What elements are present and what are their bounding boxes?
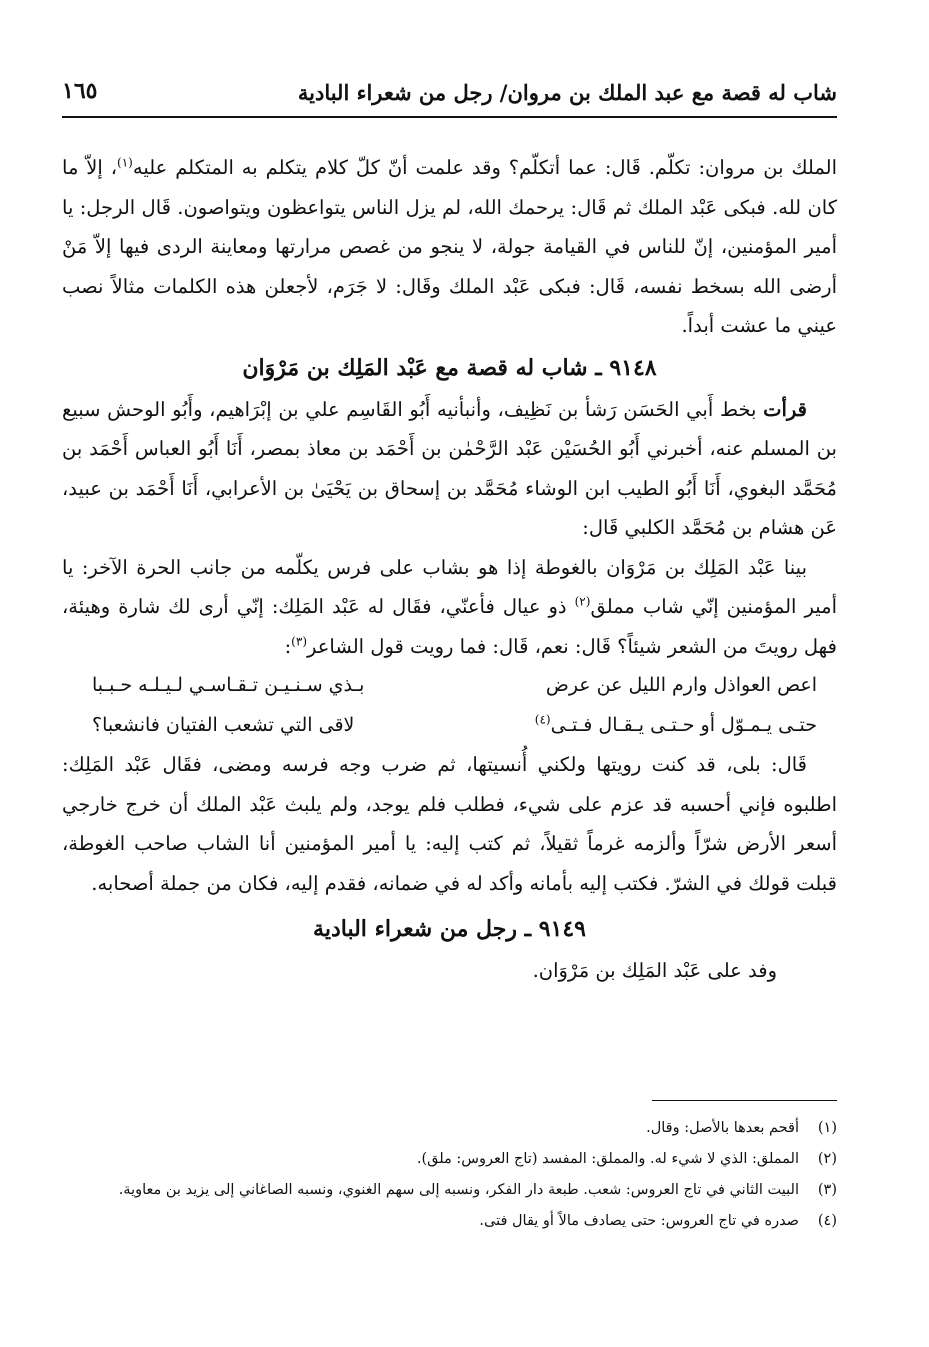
isnad-lead-word: قرأت xyxy=(763,397,807,421)
story-paragraph-2: قَال: بلى، قد كنت رويتها ولكني أُنسيتها، ثم ضرب وجه فرسه ومضى، فقَال عَبْد المَلِك: اطلبوه فإني أحسبه قد عزم على شيء، فطلب فلم يوجد، ولم يلبث عَبْد الملك أن خرج خارجي أسعر الأرض شرّاً وألزمه غرماً ثقيلاً، ثم كتب إليه: يا أمير المؤمنين أنا الشاب صاحب الغوطة، قبلت قولك في الشرّ. فكتب إليه بأمانه وأكد له في ضمانه، فقدم إليه، فكان من جملة أصحابه. xyxy=(62,753,837,895)
footnote-ref-2[interactable]: (٢) xyxy=(574,594,591,609)
main-text xyxy=(62,148,837,991)
footnote-number: (١) xyxy=(817,1120,837,1136)
footnote-separator xyxy=(652,1100,837,1101)
footnote-1: (١) أقحم بعدها بالأصل: وقال. xyxy=(62,1115,837,1142)
section-heading-9149: ٩١٤٩ ـ رجل من شعراء البادية xyxy=(313,916,586,942)
page-number: ١٦٥ xyxy=(62,78,98,104)
paragraph-continuation: الملك بن مروان: تكلّم. قَال: عما أتكلّم؟ وقد علمت أنّ كلّ كلام يتكلم به المتكلم عليه$^{(١)}$، إلاّ ما كان لله. فبكى عَبْد الملك ثم قَال: يرحمك الله، لم يزل الناس يتواعظون ويتواصون. قَال الرجل: يا أمير المؤمنين، إنّ للناس في القيامة جولة، لا ينجو من غصص مرارتها ومعاينة الردى فيها إلاّ مَنْ أرضى الله بسخط نفسه، قَال: فبكى عَبْد الملك وقَال: لا جَرَم، لأجعلن هذه الكلمات مثالاً نصب عيني ما عشت أبداً. xyxy=(62,155,837,337)
footnotes xyxy=(62,1115,837,1239)
page-header xyxy=(62,70,837,118)
footnote-3: (٣) البيت الثاني في تاج العروس: شعب. طبعة دار الفكر، ونسبه إلى سهم الغنوي، ونسبه الصاغاني إلى يزيد بن معاوية. xyxy=(62,1177,837,1204)
isnad-paragraph: قرأت بخط أَبي الحَسَن رَشأ بن نَظِيف، وأنبأنيه أَبُو القَاسِم علي بن إبْرَاهيم، وأَبُو الوحش سبيع بن المسلم عنه، أخبرني أَبُو الحُسَيْن عَبْد الرَّحْمٰن بن أَحْمَد بن معاذ بمصر، أَنَا أَبُو العباس أَحْمَد بن مُحَمَّد البغوي، أَنَا أَبُو الطيب ابن الوشاء مُحَمَّد بن إسحاق بن يَحْيَىٰ بن الأعرابي، أَنَا أَحْمَد بن عبيد، عَن هشام بن مُحَمَّد الكلبي قَال: xyxy=(62,397,837,539)
footnote-2: (٢) المملق: الذي لا شيء له. والمملق: المفسد (تاج العروس: ملق). xyxy=(62,1146,837,1173)
story-paragraph: بينا عَبْد المَلِك بن مَرْوَان بالغوطة إذا هو بشاب على فرس يكلّمه من جانب الحرة الآخر: يا أمير المؤمنين إنّي شاب مملق$^{(٢)}$ ذو عيال فأعنّي، فقَال له عَبْد المَلِك: إنّي أرى لك شارة وهيئة، فهل رويتَ من الشعر شيئاً؟ قَال: نعم، قَال: فما رويت قول الشاعر$^{(٣)}$: xyxy=(62,555,837,658)
verse-2-second-hemistich: لاقى التي تشعب الفتيان فانشعبا؟ xyxy=(92,713,355,736)
closing-paragraph: وفد على عَبْد المَلِك بن مَرْوَان. xyxy=(532,959,777,982)
footnote-ref-1[interactable]: (١) xyxy=(117,155,133,170)
verse-1-second-hemistich: بـذي سـنـيـن تـقـاسـي لـيـلـه حـبـبا xyxy=(92,674,365,696)
footnote-4: (٤) صدره في تاج العروس: حتى يصادف مالاً أو يقال فتى. xyxy=(62,1208,837,1235)
running-title: شاب له قصة مع عبد الملك بن مروان/ رجل من شعراء البادية xyxy=(297,80,837,105)
footnote-ref-4[interactable]: (٤) xyxy=(534,712,551,727)
verse-1-first-hemistich: اعص العواذل وارم الليل عن عرض xyxy=(545,674,817,696)
verse-2-first-hemistich: حتـى يـمـوّل أو حـتـى يـقـال فـتـى$^{(٤)}$ xyxy=(534,712,817,736)
section-heading-9148: ٩١٤٨ ـ شاب له قصة مع عَبْد المَلِك بن مَرْوَان xyxy=(242,354,657,381)
footnote-number: (٢) xyxy=(817,1151,837,1167)
verse-line-1 xyxy=(62,666,837,706)
footnote-ref-3[interactable]: (٣) xyxy=(291,634,307,648)
footnote-number: (٣) xyxy=(817,1182,837,1198)
verse-line-2 xyxy=(62,706,837,746)
footnote-number: (٤) xyxy=(817,1213,837,1229)
